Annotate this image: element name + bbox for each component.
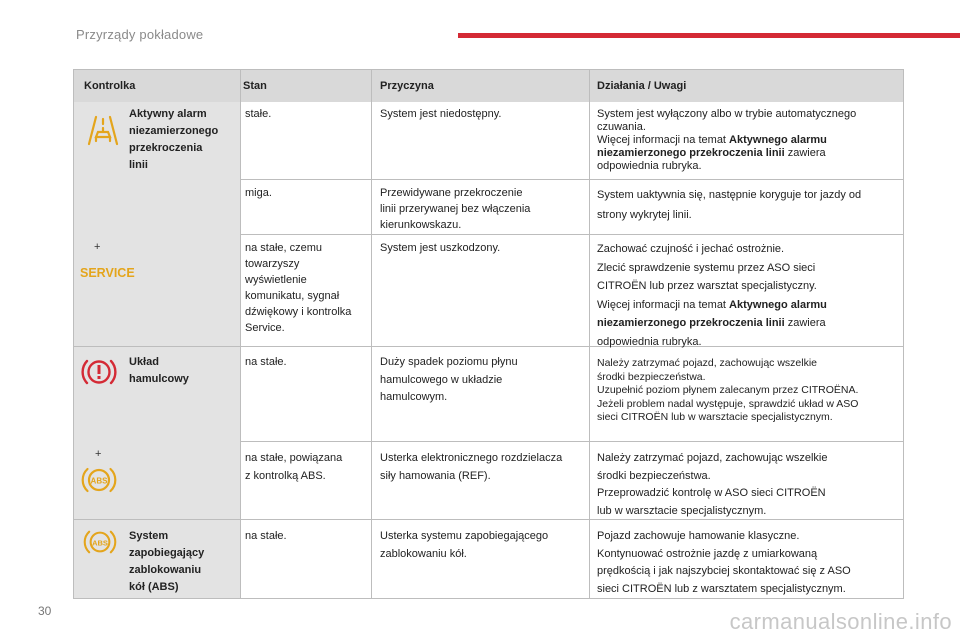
abs-icon [83, 527, 117, 557]
watermark: carmanualsonline.info [729, 609, 952, 634]
dzialania-cell [597, 182, 902, 225]
bold-text: Aktywnego alarmu [729, 298, 827, 311]
dzialania-cell [597, 237, 902, 351]
abs-icon-text: ABS [92, 538, 108, 548]
dzialania-cell [597, 447, 902, 520]
text-line: z kontrolką ABS. [245, 469, 326, 482]
page-number: 30 [38, 604, 52, 618]
przyczyna-cell [380, 447, 585, 485]
przyczyna-cell: System jest niedostępny. [380, 108, 502, 120]
section-name-brakes [129, 351, 239, 388]
text-line: odpowiednia rubryka. [597, 335, 702, 348]
text-line: Jeżeli problem nadal występuje, sprawdzić układ w ASO [597, 397, 859, 410]
bold-text: Aktywnego alarmu [729, 134, 827, 146]
abs-icon-text: ABS [90, 476, 108, 486]
text-line: zablokowaniu kół. [380, 547, 467, 560]
name-line: linii [129, 159, 148, 171]
name-line: System [129, 530, 169, 542]
text-line: System uaktywnia się, następnie koryguje tor jazdy od [597, 189, 862, 201]
text-line: hamulcowego w układzie [380, 373, 503, 386]
text-line: Przewidywane przekroczenie [380, 187, 523, 199]
dzialania-cell [597, 354, 902, 425]
dzialania-cell [597, 105, 902, 173]
plus-sign: + [95, 448, 102, 460]
warning-lights-table [73, 69, 904, 599]
text-line: linii przerywanej bez włączenia [380, 203, 531, 215]
header-przyczyna: Przyczyna [380, 80, 434, 92]
text-line [597, 134, 898, 147]
text-line: CITROËN lub przez warsztat specjalistyczny. [597, 280, 817, 292]
text-line: środki bezpieczeństwa. [597, 370, 706, 383]
text-line: kierunkowskazu. [380, 219, 462, 231]
text-line: siły hamowania (REF). [380, 469, 491, 482]
text-line: prędkością i jak najszybciej skontaktować się z ASO [597, 565, 851, 577]
text-line: hamulcowym. [380, 391, 448, 403]
service-icon [80, 265, 135, 280]
text-line: Należy zatrzymać pojazd, zachowując wszelkie [597, 357, 818, 369]
text-line: Kontynuować ostrożnie jazdę z umiarkowaną [597, 547, 818, 560]
stan-cell: miga. [245, 187, 272, 199]
abs-icon [81, 464, 117, 496]
brake-warning-icon [80, 356, 118, 388]
header-accent-bar [458, 33, 960, 38]
text-line [597, 314, 898, 333]
text-line: na stałe, powiązana [245, 452, 343, 464]
section-name-abs [129, 525, 239, 596]
plus-sign: + [94, 241, 101, 253]
name-line: hamulcowy [129, 373, 189, 385]
stan-cell: stałe. [245, 108, 272, 120]
section-name-lane-departure [129, 103, 239, 174]
text-line: Pojazd zachowuje hamowanie klasyczne. [597, 530, 800, 542]
text-line: Uzupełnić poziom płynem zalecanym przez CITROËNA. [597, 384, 859, 396]
header-kontrolka: Kontrolka [84, 80, 136, 92]
lane-departure-warning-icon [86, 115, 120, 147]
name-line: zablokowaniu [129, 564, 202, 576]
name-line: przekroczenia [129, 142, 203, 154]
text-line: Usterka systemu zapobiegającego [380, 530, 549, 542]
bold-text: niezamierzonego przekroczenia linii [597, 317, 785, 329]
text-line: System jest wyłączony albo w trybie automatycznego [597, 108, 857, 120]
przyczyna-cell [380, 525, 585, 563]
przyczyna-cell: System jest uszkodzony. [380, 242, 501, 254]
service-icon-text: SERVICE [80, 266, 135, 280]
text-line [597, 147, 898, 160]
stan-cell [245, 447, 369, 485]
bold-text: niezamierzonego przekroczenia linii [597, 147, 785, 159]
text: zawiera [784, 147, 826, 159]
stan-cell: na stałe. [245, 356, 287, 368]
text-line: Usterka elektronicznego rozdzielacza [380, 452, 563, 464]
text-line: Service. [245, 322, 285, 334]
header-dzialania: Działania / Uwagi [597, 80, 687, 92]
text-line: dźwiękowy i kontrolka [245, 306, 352, 318]
text-line: towarzyszy [245, 258, 300, 270]
stan-cell [245, 237, 369, 336]
text-line: strony wykrytej linii. [597, 209, 692, 221]
page-section-title: Przyrządy pokładowe [76, 27, 204, 42]
name-line: kół (ABS) [129, 581, 179, 593]
text-line: Przeprowadzić kontrolę w ASO sieci CITROËN [597, 487, 826, 499]
przyczyna-cell [380, 182, 585, 233]
table-header-row [74, 70, 903, 102]
text-line: Zlecić sprawdzenie systemu przez ASO sieci [597, 261, 816, 274]
name-line: niezamierzonego [129, 125, 219, 137]
text-line: czuwania. [597, 121, 646, 133]
row-divider [240, 441, 903, 442]
text-line: komunikatu, sygnał [245, 290, 340, 302]
text-line: sieci CITROËN lub z warsztatem specjalistycznym. [597, 582, 846, 595]
text: Więcej informacji na temat [597, 134, 730, 146]
dzialania-cell [597, 525, 902, 598]
stan-cell: na stałe. [245, 530, 287, 542]
text-line: Należy zatrzymać pojazd, zachowując wszelkie [597, 452, 828, 464]
text-line: Zachować czujność i jechać ostrożnie. [597, 243, 785, 255]
text-line: środki bezpieczeństwa. [597, 469, 711, 482]
text-line: lub w warsztacie specjalistycznym. [597, 504, 767, 517]
row-divider [240, 179, 903, 180]
text-line: odpowiednia rubryka. [597, 160, 702, 172]
przyczyna-cell [380, 351, 585, 407]
name-column-bg [74, 102, 240, 598]
name-line: Aktywny alarm [129, 108, 207, 120]
text-line: na stałe, czemu [245, 242, 323, 254]
text: zawiera [784, 317, 826, 329]
header-stan: Stan [243, 80, 267, 92]
text: Więcej informacji na temat [597, 298, 730, 311]
name-line: zapobiegający [129, 547, 205, 559]
text-line [597, 296, 898, 315]
row-divider [240, 234, 903, 235]
text-line: Duży spadek poziomu płynu [380, 356, 518, 368]
name-line: Układ [129, 356, 159, 368]
text-line: sieci CITROËN lub w warsztacie specjalistycznym. [597, 411, 833, 423]
text-line: wyświetlenie [245, 274, 307, 286]
